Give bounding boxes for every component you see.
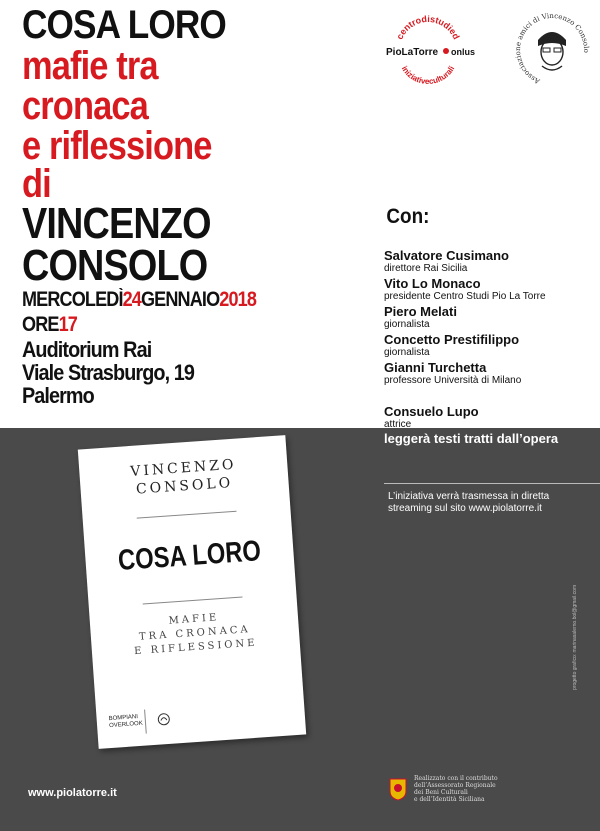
book-publisher	[108, 714, 143, 730]
sponsor-line-1: Realizzato con il contributo	[414, 775, 498, 782]
website-link[interactable]: www.piolatorre.it	[28, 787, 117, 799]
venue-street: Viale Strasburgo, 19	[22, 360, 195, 385]
subtitle-line-2: cronaca	[22, 84, 148, 128]
stream-divider	[384, 483, 600, 484]
subtitle-line-4: di	[22, 162, 51, 206]
reader-role: attrice	[384, 419, 412, 430]
svg-text:Associazione amici di Vincenzo	[514, 12, 590, 86]
guest-name-5: Gianni Turchetta	[384, 360, 487, 375]
logo-arc-top: centrodistudied	[394, 13, 462, 41]
logo-red-dot	[443, 48, 449, 54]
sicily-coat-of-arms-icon	[388, 777, 408, 801]
guest-name-4: Concetto Prestifilippo	[384, 332, 520, 347]
publisher-divider	[144, 710, 147, 734]
reader-name: Consuelo Lupo	[384, 404, 479, 419]
time-hour: 17	[58, 313, 77, 336]
logo-arc-bottom: iniziativeculturali	[399, 64, 457, 87]
publisher-line-1: BOMPIANI	[108, 714, 139, 723]
venue-city: Palermo	[22, 383, 94, 408]
subtitle-line-1: mafie tra	[22, 44, 158, 88]
author-last-name: CONSOLO	[22, 241, 208, 290]
venue-name: Auditorium Rai	[22, 337, 152, 362]
guest-name-1: Salvatore Cusimano	[384, 248, 509, 263]
sponsor-line-2: dell’Assessorato Regionale	[414, 782, 496, 789]
sponsor-text	[414, 775, 534, 803]
centro-studi-pio-la-torre-logo	[380, 10, 476, 90]
book-cover	[78, 435, 306, 749]
event-title: COSA LORO	[22, 3, 226, 47]
guest-role-5: professore Università di Milano	[384, 375, 522, 386]
book-title: COSA LORO	[116, 535, 262, 578]
publisher-emblem-icon	[156, 712, 171, 727]
guest-role-3: giornalista	[384, 319, 430, 330]
time-label: ORE	[22, 313, 59, 336]
subtitle-line-3: e riflessione	[22, 124, 212, 168]
book-rule-bottom	[143, 596, 243, 604]
associazione-amici-consolo-logo	[512, 10, 592, 90]
guest-name-3: Piero Melati	[384, 304, 457, 319]
date-year: 2018	[219, 288, 257, 311]
author-first-name: VINCENZO	[22, 199, 211, 248]
date-month: GENNAIO	[140, 288, 220, 311]
book-rule-top	[137, 511, 237, 519]
streaming-note: L’iniziativa verrà trasmessa in diretta streaming sul sito www.piolatorre.it	[388, 491, 550, 514]
design-credit: progetto grafico: marinasalerno.bol@gmail.com	[572, 584, 578, 690]
sponsor-line-3: dei Beni Culturali	[414, 789, 468, 796]
guest-role-2: presidente Centro Studi Pio La Torre	[384, 291, 546, 302]
guest-role-1: direttore Rai Sicilia	[384, 263, 468, 274]
date-day: 24	[122, 288, 141, 311]
sponsor-line-4: e dell’Identità Siciliana	[414, 796, 485, 803]
svg-text:centrodistudied	[394, 14, 461, 41]
con-label: Con:	[386, 205, 430, 228]
logo-centro-name: PioLaTorre	[386, 47, 439, 58]
book-author-first: VINCENZO	[129, 456, 237, 480]
book-subtitle-1: MAFIE	[168, 612, 220, 627]
logo-onlus: onlus	[451, 47, 475, 57]
event-date	[22, 288, 256, 312]
publisher-line-2: OVERLOOK	[108, 720, 143, 730]
event-time	[22, 313, 77, 337]
guest-role-4: giornalista	[384, 347, 430, 358]
book-subtitle-3: E RIFLESSIONE	[133, 637, 258, 658]
reader-note: leggerà testi tratti dall’opera	[384, 431, 559, 446]
svg-text:iniziativeculturali	[400, 64, 457, 86]
book-author-last: CONSOLO	[135, 474, 234, 498]
book-subtitle-2: TRA CRONACA	[138, 624, 252, 643]
associazione-text: Associazione amici di Vincenzo Consolo	[513, 11, 591, 86]
portrait-illustration-icon	[538, 32, 566, 70]
date-weekday: MERCOLEDÌ	[22, 288, 123, 311]
guest-name-2: Vito Lo Monaco	[384, 276, 481, 291]
